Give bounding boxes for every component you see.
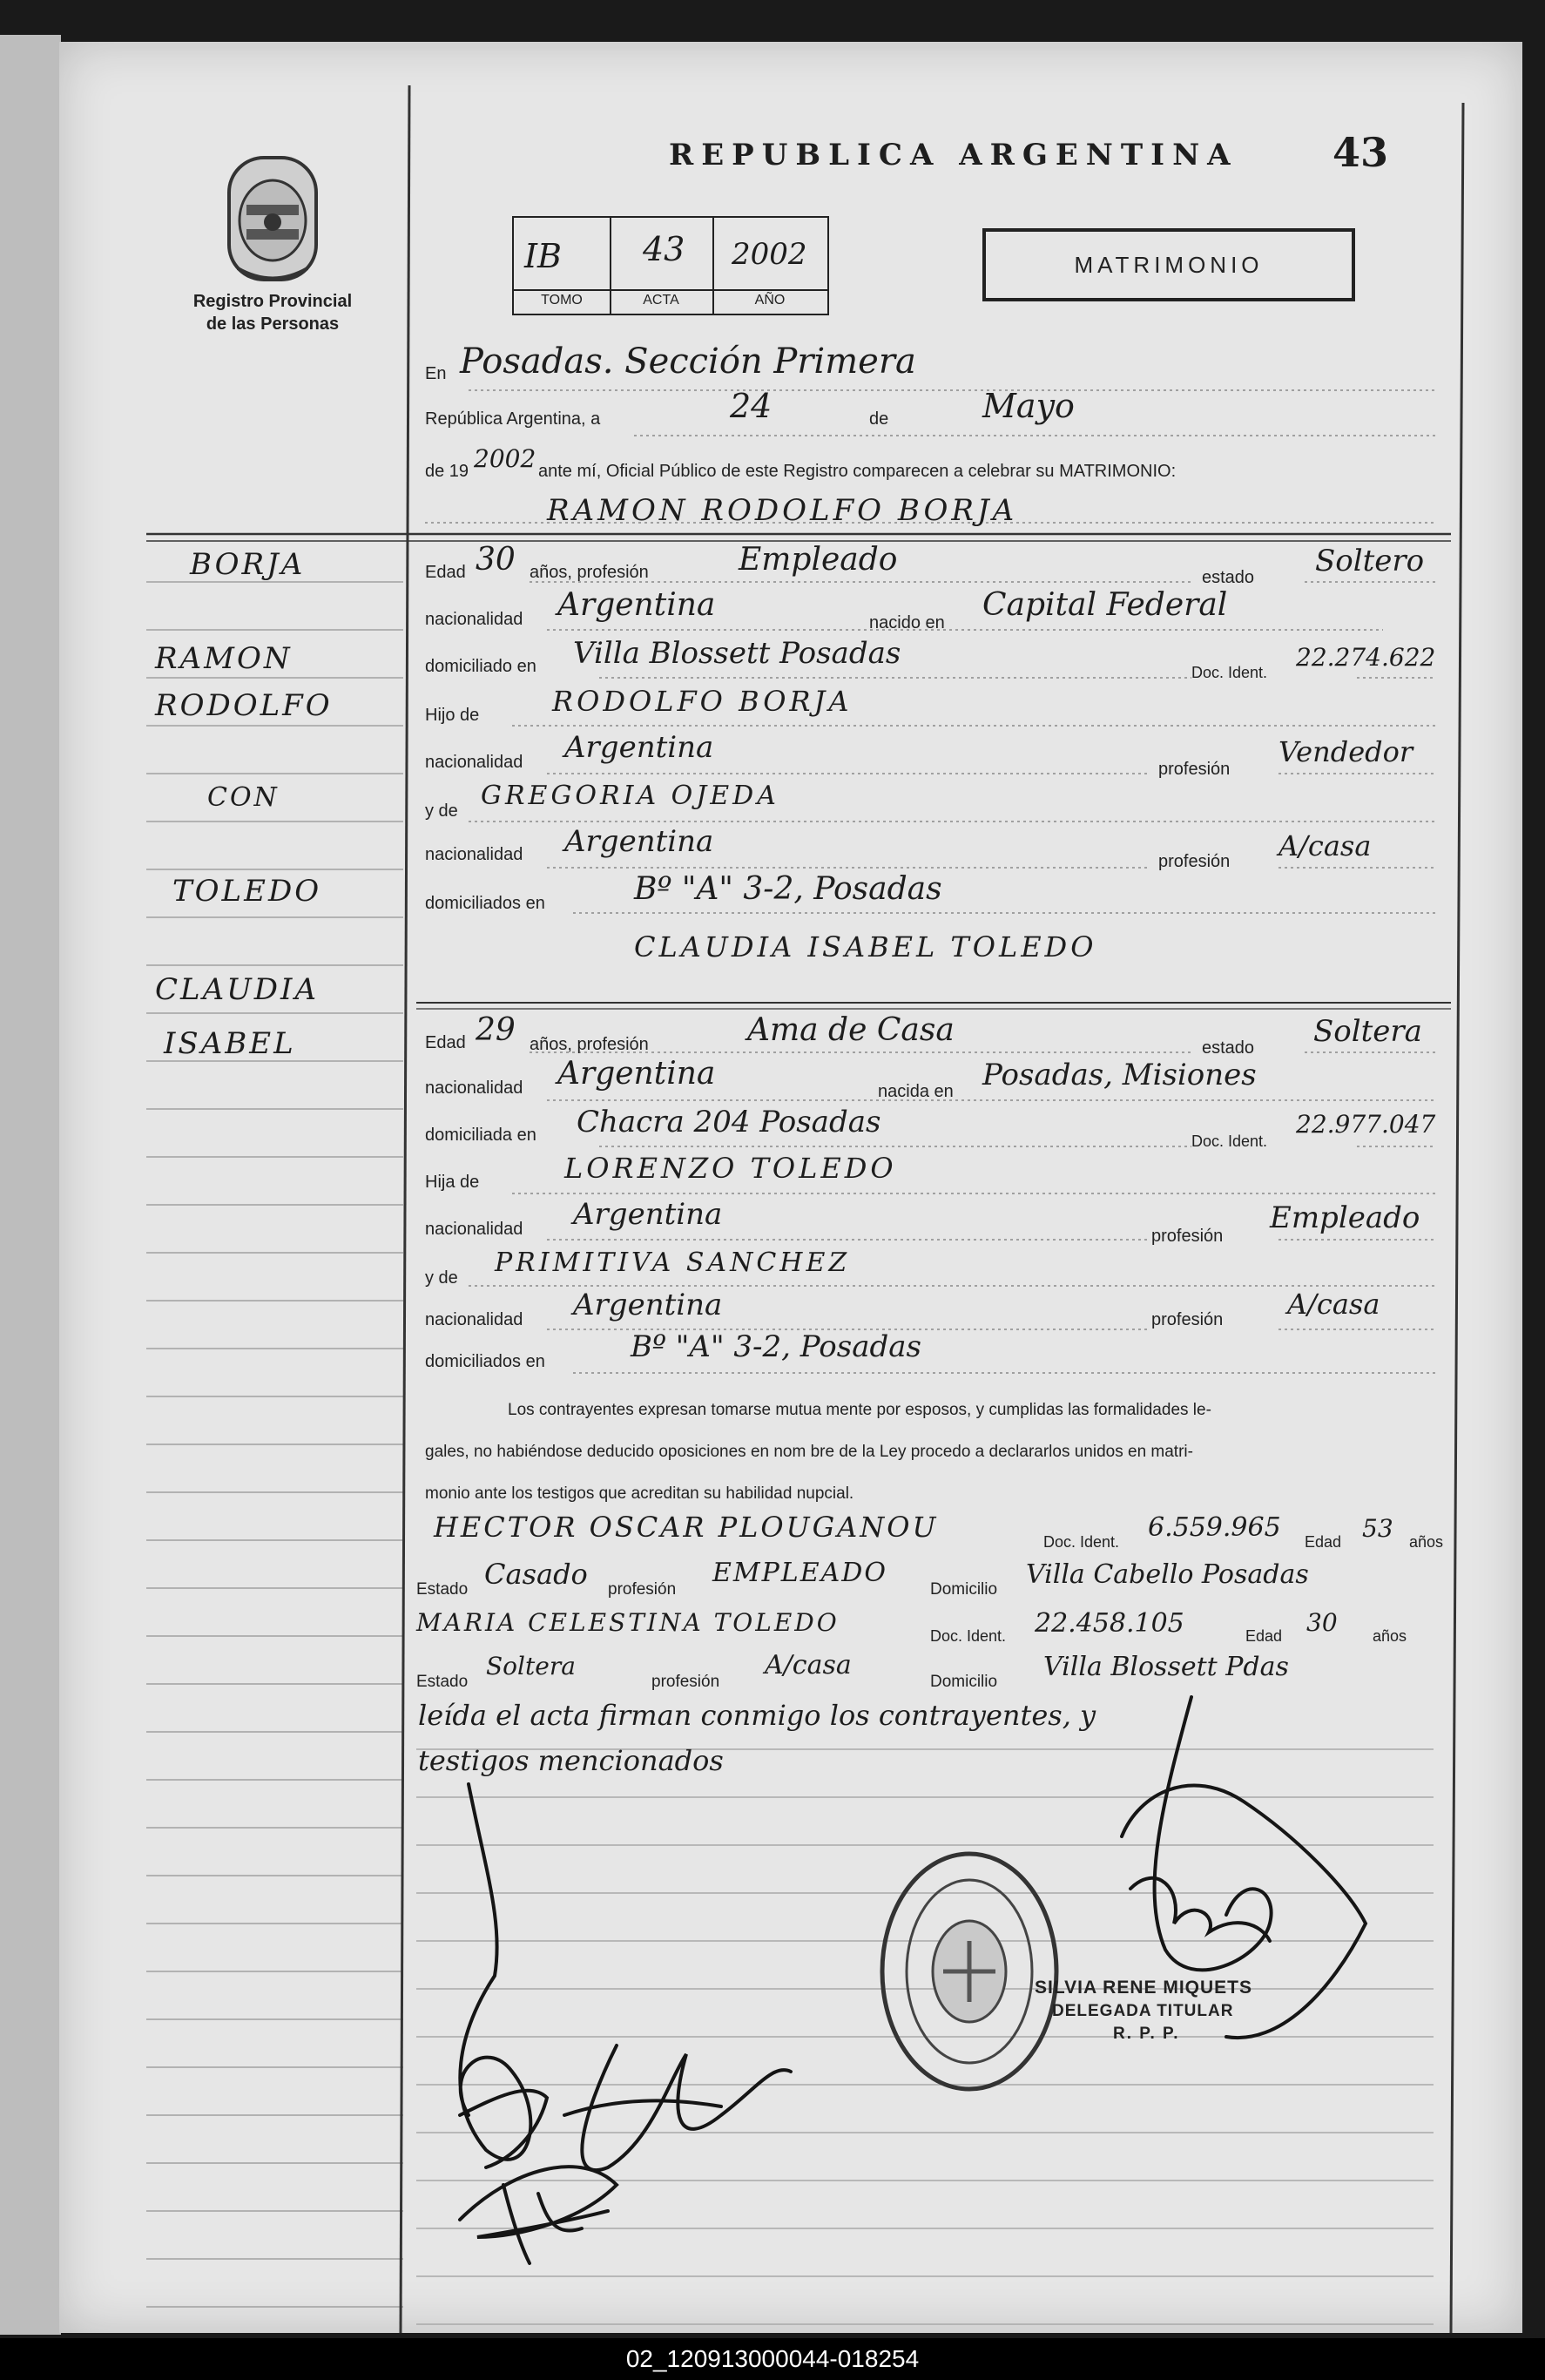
- bride-estado-label: estado: [1202, 1038, 1255, 1058]
- official-signature-stroke-2: [1122, 1785, 1366, 2038]
- witness-1-edad-label: Edad: [1305, 1533, 1342, 1551]
- image-caption: 02_120913000044-018254: [0, 2338, 1545, 2380]
- groom-full-name: RAMON RODOLFO BORJA: [547, 493, 1018, 528]
- witness-2-edad-label: Edad: [1245, 1627, 1283, 1645]
- margin-name-rodolfo: RODOLFO: [155, 688, 333, 723]
- witness-1-domicilio: Villa Cabello Posadas: [1026, 1559, 1309, 1590]
- witness-1-dom-label: Domicilio: [930, 1580, 998, 1599]
- bride-edad-label: Edad: [425, 1033, 466, 1052]
- groom-hijo-label: Hijo de: [425, 706, 480, 725]
- groom-madre: GREGORIA OJEDA: [481, 781, 779, 811]
- witness-2-estado-label: Estado: [416, 1673, 469, 1691]
- groom-yde-label: y de: [425, 801, 458, 821]
- official-office: R. P. P.: [1113, 2025, 1180, 2043]
- witness-2-doc-label: Doc. Ident.: [930, 1627, 1007, 1645]
- official-name: SILVIA RENE MIQUETS: [1035, 1978, 1253, 1998]
- acta-value: 43: [643, 230, 685, 268]
- witness-signature: [460, 2167, 617, 2237]
- groom-nacido-label: nacido en: [869, 613, 945, 632]
- bride-estado: Soltera: [1313, 1014, 1422, 1049]
- country-heading: REPUBLICA ARGENTINA: [669, 138, 1238, 172]
- anio-value: 2002: [732, 237, 807, 272]
- margin-name-toledo: TOLEDO: [172, 874, 322, 909]
- groom-padres-dom: Bº "A" 3-2, Posadas: [634, 871, 942, 907]
- groom-dom-label: domiciliado en: [425, 657, 536, 676]
- official-title: DELEGADA TITULAR: [1052, 2002, 1234, 2020]
- groom-padre-nac: Argentina: [564, 730, 714, 765]
- groom-doc-label: Doc. Ident.: [1191, 664, 1268, 681]
- folio-number: 43: [1332, 129, 1389, 176]
- bride-padre-nac: Argentina: [573, 1197, 723, 1232]
- witness-2-edad: 30: [1306, 1608, 1338, 1637]
- groom-profesion: Empleado: [739, 542, 898, 578]
- formal-text-line-1: Los contrayentes expresan tomarse mutua mente por esposos, y cumplidas las formalidades le-: [508, 1401, 1211, 1419]
- bride-padre-nac-label: nacionalidad: [425, 1220, 523, 1239]
- groom-madre-nac-label: nacionalidad: [425, 845, 523, 864]
- groom-madre-nac: Argentina: [564, 824, 714, 859]
- groom-doc: 22.274.622: [1296, 643, 1436, 672]
- margin-name-con: CON: [207, 782, 280, 813]
- statement-text: ante mí, Oficial Público de este Registro comparecen a celebrar su MATRIMONIO:: [538, 462, 1177, 481]
- witness-2-profesion: A/casa: [765, 1650, 852, 1680]
- groom-estado: Soltero: [1315, 544, 1425, 578]
- groom-padre: RODOLFO BORJA: [552, 685, 853, 718]
- bride-madre-prof: A/casa: [1287, 1288, 1380, 1321]
- groom-nacido: Capital Federal: [982, 587, 1228, 623]
- bride-madre-nac: Argentina: [573, 1288, 723, 1322]
- witness-1-estado: Casado: [484, 1558, 588, 1591]
- closing-line-2: testigos mencionados: [418, 1744, 724, 1777]
- groom-padre-nac-label: nacionalidad: [425, 753, 523, 772]
- bride-padres-dom-label: domiciliados en: [425, 1352, 545, 1371]
- witness-1-doc: 6.559.965: [1148, 1512, 1281, 1543]
- de-label: de: [869, 409, 889, 429]
- facing-page-edge: [0, 35, 61, 2335]
- bride-prof-label: años, profesión: [530, 1035, 649, 1054]
- witness-2-name: MARIA CELESTINA TOLEDO: [416, 1608, 840, 1637]
- bride-doc-label: Doc. Ident.: [1191, 1133, 1268, 1150]
- month-value: Mayo: [982, 387, 1075, 425]
- witness-1-doc-label: Doc. Ident.: [1043, 1533, 1120, 1551]
- formal-text-line-2: gales, no habiéndose deducido oposiciones en nom bre de la Ley procedo a declararlos unidos en matri-: [425, 1443, 1193, 1461]
- groom-edad-label: Edad: [425, 563, 466, 582]
- record-type-box: MATRIMONIO: [982, 228, 1355, 301]
- registry-name: Registro Provincial de las Personas: [192, 292, 353, 334]
- day-value: 24: [730, 387, 772, 425]
- groom-signature: [460, 1784, 530, 2160]
- year-prefix: de 19: [425, 462, 469, 481]
- bride-nacida-label: nacida en: [878, 1082, 954, 1101]
- formal-text-line-3: monio ante los testigos que acreditan su habilidad nupcial.: [425, 1484, 854, 1503]
- groom-padre-prof: Vendedor: [1279, 735, 1413, 768]
- coat-of-arms-seal: [220, 151, 325, 290]
- bride-signature: [582, 2045, 791, 2170]
- groom-prof-label: años, profesión: [530, 563, 649, 582]
- witness-2-estado: Soltera: [486, 1652, 576, 1680]
- en-label: En: [425, 364, 447, 383]
- bride-madre: PRIMITIVA SANCHEZ: [495, 1247, 851, 1278]
- bride-nac-label: nacionalidad: [425, 1078, 523, 1098]
- groom-padres-dom-label: domiciliados en: [425, 894, 545, 913]
- witness-1-name: HECTOR OSCAR PLOUGANOU: [434, 1511, 939, 1544]
- witness-2-prof-label: profesión: [651, 1673, 720, 1691]
- bride-full-name: CLAUDIA ISABEL TOLEDO: [634, 930, 1097, 963]
- witness-2-dom-label: Domicilio: [930, 1673, 998, 1691]
- witness-2-doc: 22.458.105: [1035, 1608, 1184, 1639]
- bride-padre: LORENZO TOLEDO: [564, 1152, 897, 1185]
- bride-yde-label: y de: [425, 1268, 458, 1288]
- official-signature-stroke-3: [1130, 1878, 1270, 1941]
- bride-madre-nac-label: nacionalidad: [425, 1310, 523, 1329]
- groom-nac-label: nacionalidad: [425, 610, 523, 629]
- margin-name-ramon: RAMON: [155, 641, 293, 676]
- year-value: 2002: [474, 444, 536, 473]
- witness-1-anios-label: años: [1409, 1533, 1444, 1551]
- bride-edad: 29: [476, 1012, 516, 1048]
- groom-estado-label: estado: [1202, 568, 1255, 587]
- bride-padre-prof-label: profesión: [1151, 1227, 1224, 1246]
- bride-nacionalidad: Argentina: [557, 1056, 716, 1092]
- signatures: [408, 1662, 1453, 2289]
- witness-2-domicilio: Villa Blossett Pdas: [1043, 1652, 1289, 1682]
- acta-label: ACTA: [643, 293, 679, 308]
- witness-1-edad: 53: [1362, 1514, 1393, 1543]
- groom-domicilio: Villa Blossett Posadas: [573, 636, 901, 671]
- groom-nacionalidad: Argentina: [557, 587, 716, 623]
- place-value: Posadas. Sección Primera: [460, 341, 916, 382]
- bride-padres-dom: Bº "A" 3-2, Posadas: [631, 1329, 921, 1364]
- tomo-value: IB: [524, 237, 562, 275]
- margin-name-borja: BORJA: [190, 547, 306, 582]
- bride-hija-label: Hija de: [425, 1173, 480, 1192]
- bride-dom-label: domiciliada en: [425, 1126, 536, 1145]
- record-id-box: [512, 216, 829, 315]
- republica-label: República Argentina, a: [425, 409, 601, 429]
- groom-madre-prof: A/casa: [1279, 829, 1372, 862]
- register-page: [59, 42, 1522, 2333]
- bride-nacida: Posadas, Misiones: [982, 1058, 1257, 1092]
- margin-name-isabel: ISABEL: [164, 1026, 296, 1061]
- bride-doc: 22.977.047: [1296, 1110, 1436, 1139]
- witness-2-anios-label: años: [1373, 1627, 1407, 1645]
- groom-edad: 30: [476, 542, 516, 578]
- groom-padre-prof-label: profesión: [1158, 760, 1231, 779]
- witness-1-estado-label: Estado: [416, 1580, 469, 1599]
- bride-madre-prof-label: profesión: [1151, 1310, 1224, 1329]
- bride-profesion: Ama de Casa: [747, 1012, 955, 1048]
- tomo-label: TOMO: [541, 293, 583, 308]
- witness-1-prof-label: profesión: [608, 1580, 677, 1599]
- witness-1-profesion: EMPLEADO: [712, 1558, 887, 1588]
- bride-padre-prof: Empleado: [1270, 1200, 1420, 1235]
- groom-madre-prof-label: profesión: [1158, 852, 1231, 871]
- margin-name-claudia: CLAUDIA: [155, 972, 320, 1007]
- anio-label: AÑO: [754, 293, 786, 308]
- closing-line-1: leída el acta firman conmigo los contrayentes, y: [418, 1699, 1096, 1732]
- bride-domicilio: Chacra 204 Posadas: [577, 1105, 881, 1139]
